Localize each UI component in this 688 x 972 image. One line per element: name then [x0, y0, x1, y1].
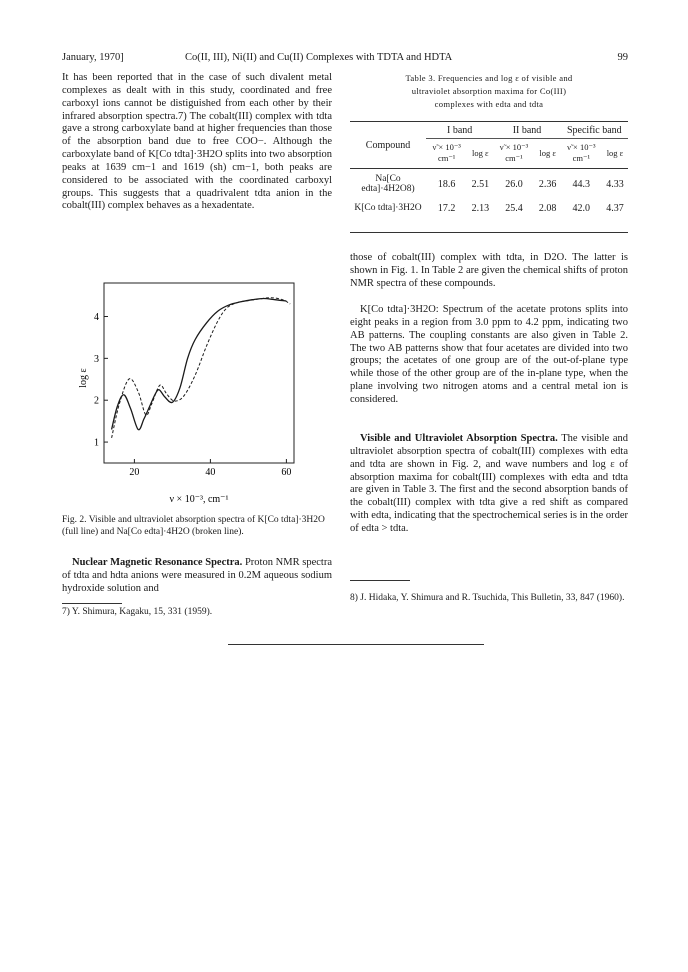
- left-paragraph-1: It has been reported that in the case of such divalent metal complexes as dealt with in this study, coordinated and free carboxyl ions cannot be distiguished from each other by their infrared absorption spectra.7) The cobalt(III) complex with tdta gave a strong carboxylate band at higher frequencies than those of the absorption band due to free COO−. Although the carboxylate band of K[Co tdta]·3H2O splits into two absorption peaks at 1639 cm−1 and 1619 (sh) cm−1, both peaks are considered to be associated with the coordinated carboxyl groups. This suggests that a quadrivalent tdta anion in the cobalt(III) complex behaves as a hexadentate.: [62, 72, 332, 212]
- row2-e2: 2.08: [538, 202, 557, 214]
- figure-caption: Fig. 2. Visible and ultraviolet absorption spectra of K[Co tdta]·3H2O (full line) and Na[Co edta]·4H2O (broken line).: [62, 515, 325, 537]
- uv-text: The visible and ultraviolet absorption spectra of cobalt(III) complexes with edta and tdta are shown in Fig. 2, and wave numbers and log ε of absorption maxima for cobalt(III) complexes with edta and tdta are given in Table 3. The first and the second absorption bands of the cobalt(III) complex with tdta give a red shift as compared with edta, indicating that the spectrochemical series is in the order of edta > tdta.: [350, 433, 629, 534]
- footnote-8: 8) J. Hidaka, Y. Shimura and R. Tsuchida, This Bulletin, 33, 847 (1960).: [350, 593, 625, 603]
- row2-e3: 4.37: [606, 202, 624, 214]
- series-line-edta: [112, 298, 291, 438]
- footnote-7: 7) Y. Shimura, Kagaku, 15, 331 (1959).: [62, 607, 213, 617]
- row2-v1: 17.2: [437, 202, 456, 214]
- x-tick-label: 60: [281, 467, 292, 478]
- y-tick-label: 1: [94, 437, 99, 449]
- page-number: 99: [617, 52, 628, 63]
- row1-e1: 2.51: [471, 178, 490, 190]
- footnote-rule-right: [350, 580, 410, 581]
- row1-e3: 4.33: [606, 178, 624, 190]
- x-axis-label: ν × 10⁻³, cm⁻¹: [169, 494, 229, 505]
- y-tick-label: 2: [94, 395, 99, 407]
- page-bottom-rule: [228, 644, 484, 645]
- row2-compound: K[Co tdta]·3H2O: [354, 203, 422, 213]
- nmr-section-title: Nuclear Magnetic Resonance Spectra.: [72, 557, 243, 568]
- right-paragraph-1: those of cobalt(III) complex with tdta, in D2O. The latter is shown in Fig. 1. In Table 2 are given the chemical shifts of proton NMR spectra of these compounds.: [350, 252, 628, 289]
- table-row: [350, 172, 628, 196]
- sub-log-1: log ε: [472, 148, 489, 158]
- table-caption-line-3: complexes with edta and tdta: [434, 99, 544, 109]
- y-tick-label: 3: [94, 353, 99, 365]
- table-top-rule: [350, 121, 628, 122]
- row1-v2: 26.0: [505, 178, 523, 190]
- series-line-tdta: [112, 299, 287, 430]
- header-date: January, 1970]: [62, 52, 124, 63]
- x-tick-label: 20: [129, 467, 140, 478]
- header-title: Co(II, III), Ni(II) and Cu(II) Complexes with TDTA and HDTA: [185, 52, 453, 63]
- running-header: [62, 52, 628, 68]
- row1-v1: 18.6: [437, 178, 456, 190]
- row2-v3: 42.0: [572, 202, 591, 214]
- row1-e2: 2.36: [538, 178, 557, 190]
- figure-2: [62, 280, 332, 510]
- right-paragraph-3: [350, 433, 628, 536]
- nmr-text: Proton NMR spectra of tdta and hdta anions were measured in 0.2M aqueous sodium hydroxide solution and: [62, 557, 332, 594]
- row2-e1: 2.13: [471, 202, 490, 214]
- row2-v2: 25.4: [505, 202, 523, 214]
- right-paragraph-2: K[Co tdta]·3H2O: Spectrum of the acetate protons splits into eight peaks in a region from 3.0 ppm to 4.2 ppm, indicating two AB patterns. The coupling constants are also given in Table 2. The two AB patterns show that four acetates are divided into two groups; the acetates of one group are of the out-of-plane type while those of the other group are of the in-plane type, when the plane involving two nitrogen atoms and a central metal ion is considered.: [350, 304, 628, 405]
- sub-freq-3: ν̃ × 10⁻³ cm⁻¹: [567, 142, 596, 163]
- col-band-3: Specific band: [561, 124, 628, 138]
- absorption-spectra-plot: [62, 280, 332, 510]
- sub-freq-2: ν̃ × 10⁻³ cm⁻¹: [499, 142, 529, 163]
- col-band-2: II band: [493, 124, 560, 138]
- col-compound: Compound: [365, 140, 411, 152]
- plot-frame: [104, 283, 294, 463]
- table-row: [350, 196, 628, 220]
- row1-compound: Na[Co edta]·4H2O8): [361, 174, 415, 194]
- uv-section-title: Visible and Ultraviolet Absorption Spectra.: [360, 433, 558, 444]
- y-axis-label: log ε: [78, 368, 89, 388]
- row1-v3: 44.3: [572, 178, 591, 190]
- footnote-rule-left: [62, 603, 122, 604]
- x-tick-label: 40: [205, 467, 216, 478]
- table-bottom-rule: [350, 232, 628, 233]
- sub-log-2: log ε: [539, 148, 556, 158]
- sub-log-3: log ε: [606, 148, 624, 158]
- table-caption-line-1: Table 3. Frequencies and log ε of visible and: [405, 73, 573, 83]
- left-paragraph-2: [62, 557, 332, 596]
- col-band-1: I band: [426, 124, 493, 138]
- table-3: [350, 124, 628, 220]
- y-tick-label: 4: [94, 311, 99, 323]
- table-caption-line-2: ultraviolet absorption maxima for Co(III): [411, 86, 567, 96]
- table-3-caption: [350, 72, 628, 111]
- sub-freq-1: ν̃ × 10⁻³ cm⁻¹: [432, 142, 461, 163]
